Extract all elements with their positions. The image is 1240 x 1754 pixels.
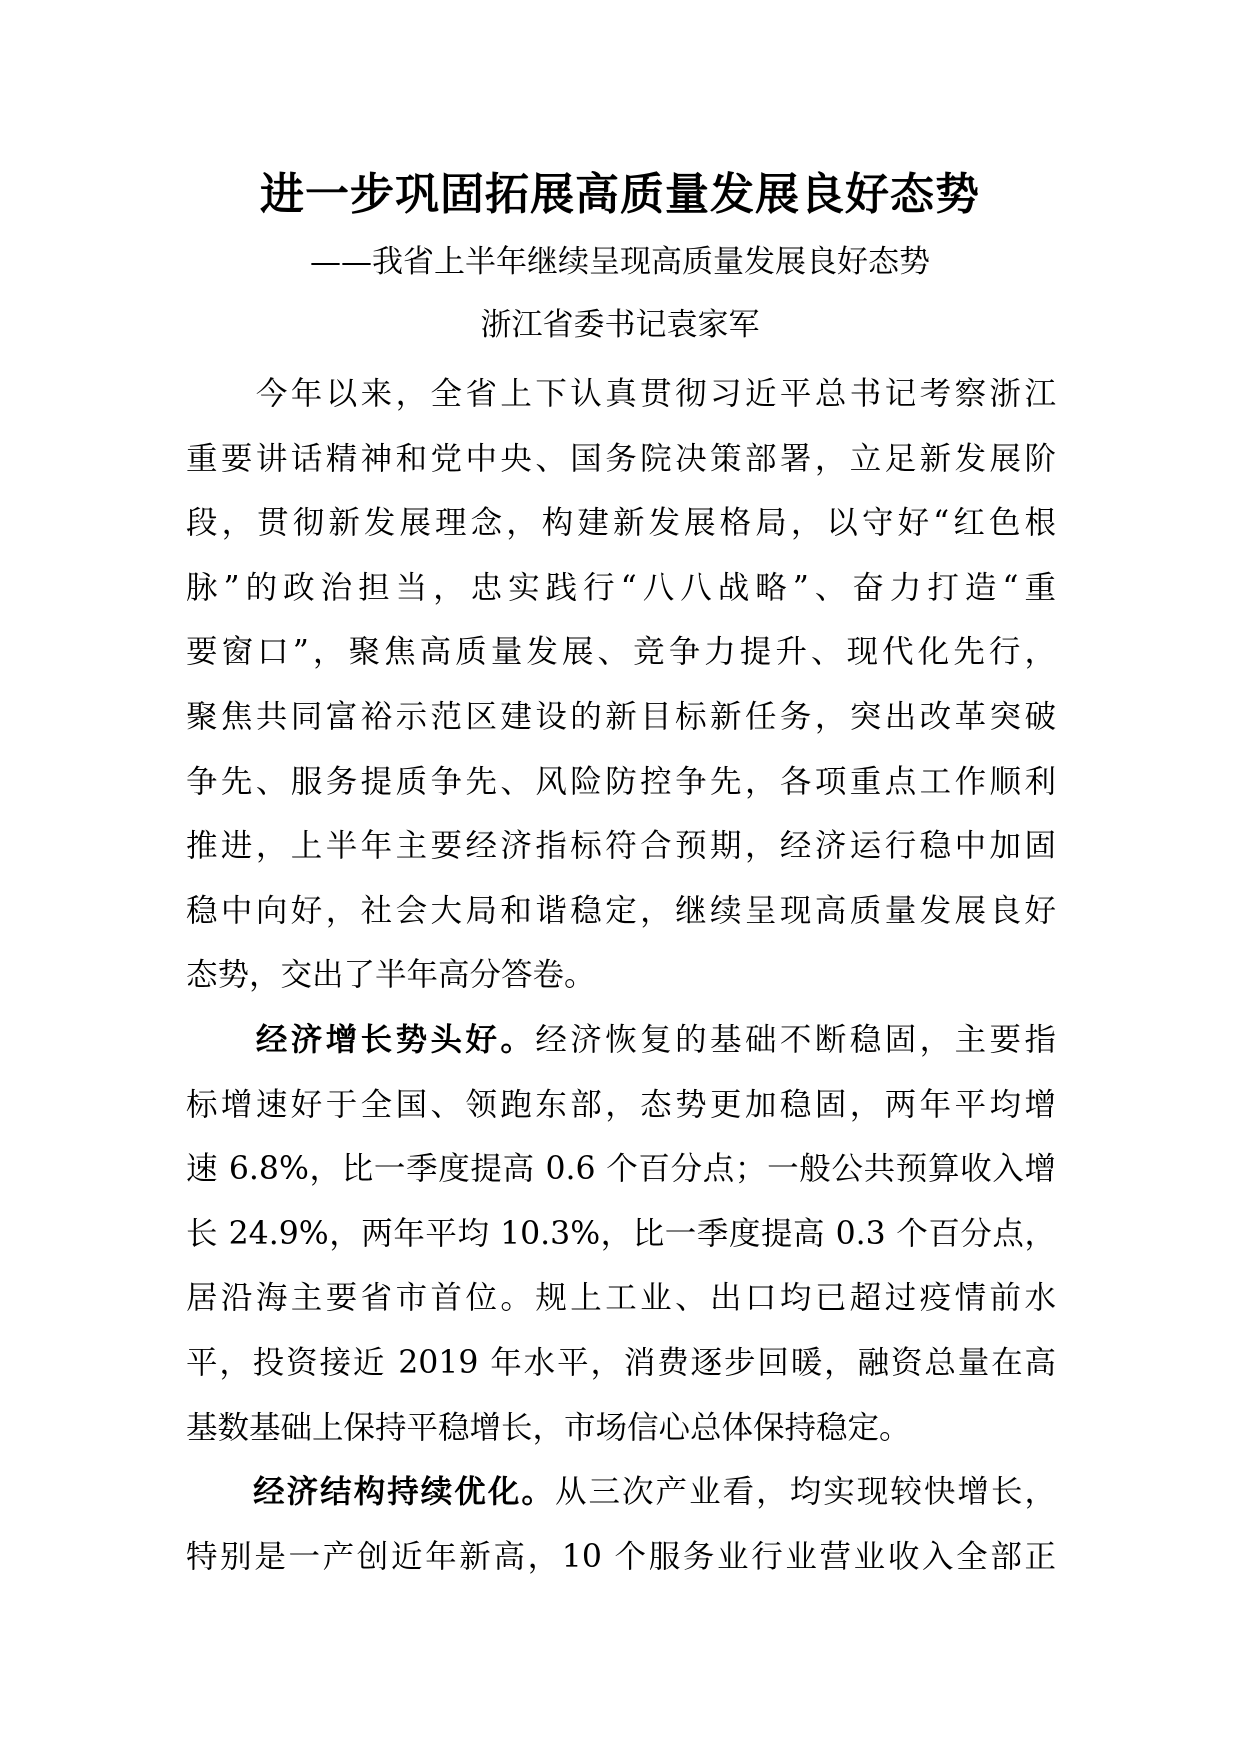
text-line bbox=[186, 1008, 1056, 1073]
text-line: 平，投资接近 2019 年水平，消费逐步回暖，融资总量在高 bbox=[186, 1344, 1056, 1381]
text-line bbox=[186, 1460, 1056, 1525]
paragraph-intro bbox=[186, 362, 1056, 1008]
document-author: 浙江省委书记袁家军 bbox=[480, 307, 760, 343]
text-line: 速 6.8%，比一季度提高 0.6 个百分点；一般公共预算收入增 bbox=[186, 1151, 1056, 1188]
text-line: 态势，交出了半年高分答卷。 bbox=[186, 957, 596, 994]
paragraph-economic-structure bbox=[186, 1460, 1056, 1589]
text-line: 稳中向好，社会大局和谐稳定，继续呈现高质量发展良好 bbox=[186, 892, 1056, 929]
text-line: 标增速好于全国、领跑东部，态势更加稳固，两年平均增 bbox=[186, 1086, 1056, 1123]
text-run: 经济恢复的基础不断稳固，主要指 bbox=[535, 1021, 1056, 1058]
paragraph-economic-growth bbox=[186, 1008, 1056, 1460]
text-line: 长 24.9%，两年平均 10.3%，比一季度提高 0.3 个百分点， bbox=[186, 1215, 1056, 1252]
text-line: 居沿海主要省市首位。规上工业、出口均已超过疫情前水 bbox=[186, 1280, 1056, 1317]
text-line: 基数基础上保持平稳增长，市场信心总体保持稳定。 bbox=[186, 1409, 911, 1446]
text-line: 特别是一产创近年新高，10 个服务业行业营业收入全部正 bbox=[186, 1538, 1056, 1575]
paragraph-lead-heading: 经济增长势头好。 bbox=[186, 1020, 536, 1058]
text-run: 从三次产业看，均实现较快增长， bbox=[554, 1474, 1056, 1511]
paragraph-lead-heading: 经济结构持续优化。 bbox=[186, 1473, 555, 1511]
text-line: 重要讲话精神和党中央、国务院决策部署，立足新发展阶 bbox=[186, 440, 1056, 477]
document-subtitle: ——我省上半年继续呈现高质量发展良好态势 bbox=[310, 244, 930, 280]
text-line: 脉”的政治担当，忠实践行“八八战略”、奋力打造“重 bbox=[186, 569, 1056, 606]
document-body bbox=[186, 362, 1056, 1589]
text-line: 推进，上半年主要经济指标符合预期，经济运行稳中加固 bbox=[186, 828, 1056, 865]
text-line: 要窗口”，聚焦高质量发展、竞争力提升、现代化先行， bbox=[186, 634, 1056, 671]
text-line: 今年以来，全省上下认真贯彻习近平总书记考察浙江 bbox=[186, 376, 1056, 412]
text-line: 争先、服务提质争先、风险防控争先，各项重点工作顺利 bbox=[186, 763, 1056, 800]
text-line: 段，贯彻新发展理念，构建新发展格局，以守好“红色根 bbox=[186, 505, 1056, 542]
document-title: 进一步巩固拓展高质量发展良好态势 bbox=[260, 169, 980, 220]
text-line: 聚焦共同富裕示范区建设的新目标新任务，突出改革突破 bbox=[186, 698, 1056, 735]
